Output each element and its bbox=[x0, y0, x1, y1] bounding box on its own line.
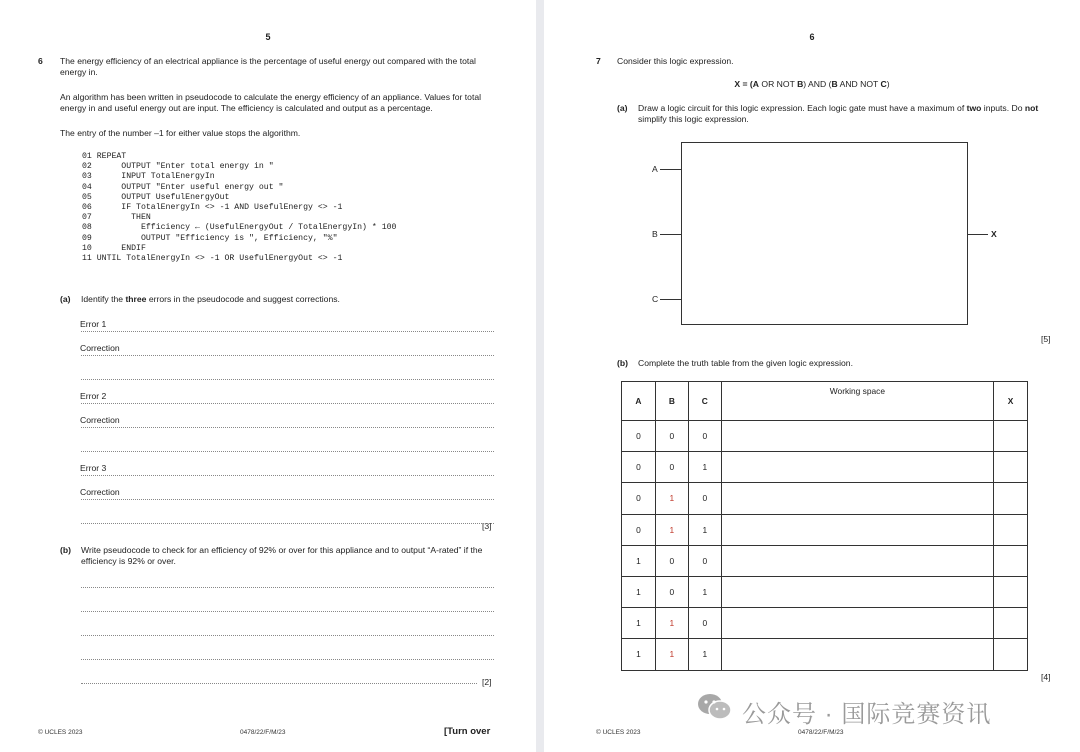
answer-label: Correction bbox=[80, 343, 120, 353]
input-wire-c bbox=[660, 299, 681, 300]
table-cell: 1 bbox=[622, 639, 656, 670]
code-line: 05 OUTPUT UsefulEnergyOut bbox=[82, 192, 230, 202]
truth-table bbox=[621, 381, 1028, 671]
question-number-6: 6 bbox=[38, 56, 43, 66]
working-space-cell[interactable] bbox=[721, 514, 993, 545]
answer-label: Correction bbox=[80, 487, 120, 497]
answer-label: Error 1 bbox=[80, 319, 107, 329]
code-line: 06 IF TotalEnergyIn <> -1 AND UsefulEnergy <> -1 bbox=[82, 203, 343, 213]
marks-b: [4] bbox=[1041, 672, 1051, 682]
output-x-cell[interactable] bbox=[994, 639, 1028, 670]
part-b-label: (b) bbox=[617, 358, 628, 368]
output-x-cell[interactable] bbox=[994, 576, 1028, 607]
table-cell: 1 bbox=[688, 452, 721, 483]
footer-copyright: © UCLES 2023 bbox=[596, 729, 641, 736]
table-cell: 1 bbox=[688, 639, 721, 670]
footer-copyright: © UCLES 2023 bbox=[38, 729, 83, 736]
part-a-label: (a) bbox=[617, 103, 628, 113]
table-cell: 0 bbox=[655, 576, 688, 607]
page-number: 6 bbox=[809, 32, 815, 42]
table-row bbox=[622, 608, 1028, 639]
output-x-cell[interactable] bbox=[994, 483, 1028, 514]
answer-line[interactable] bbox=[81, 451, 494, 452]
answer-line[interactable] bbox=[81, 331, 494, 332]
code-line: 09 OUTPUT "Efficiency is ", Efficiency, "%" bbox=[82, 233, 338, 243]
answer-line[interactable] bbox=[81, 403, 494, 404]
output-label-x: X bbox=[991, 229, 997, 239]
answer-label: Error 2 bbox=[80, 391, 107, 401]
input-wire-b bbox=[660, 234, 681, 235]
table-cell: 1 bbox=[655, 514, 688, 545]
marks-a: [5] bbox=[1041, 334, 1051, 344]
answer-line[interactable] bbox=[81, 587, 494, 588]
marks-b: [2] bbox=[482, 677, 492, 687]
header-c: C bbox=[688, 382, 721, 421]
q6-paragraph-1: An algorithm has been written in pseudocode to calculate the energy efficiency of an appliance. Values for total energy in and useful energy out are input. The efficiency is calculated and output as a percentage. bbox=[60, 92, 482, 113]
output-x-cell[interactable] bbox=[994, 421, 1028, 452]
input-wire-a bbox=[660, 169, 681, 170]
table-cell: 1 bbox=[655, 639, 688, 670]
table-cell: 0 bbox=[655, 452, 688, 483]
header-a: A bbox=[622, 382, 656, 421]
answer-line[interactable] bbox=[81, 499, 494, 500]
table-cell: 0 bbox=[688, 483, 721, 514]
answer-line[interactable] bbox=[81, 355, 494, 356]
answer-line[interactable] bbox=[81, 659, 494, 660]
part-a-instruction: Draw a logic circuit for this logic expression. Each logic gate must have a maximum of two inputs. Do not simplify this logic expression. bbox=[638, 103, 1039, 124]
code-line: 08 Efficiency ← (UsefulEnergyOut / TotalEnergyIn) * 100 bbox=[82, 223, 397, 233]
code-line: 07 THEN bbox=[82, 213, 151, 223]
working-space-cell[interactable] bbox=[721, 452, 993, 483]
table-cell: 1 bbox=[622, 545, 656, 576]
input-label-c: C bbox=[652, 294, 659, 304]
table-cell: 1 bbox=[688, 576, 721, 607]
answer-label: Correction bbox=[80, 415, 120, 425]
page-number: 5 bbox=[265, 32, 271, 42]
code-line: 04 OUTPUT "Enter useful energy out " bbox=[82, 182, 284, 192]
answer-line[interactable] bbox=[81, 635, 494, 636]
table-cell: 0 bbox=[655, 545, 688, 576]
code-line: 03 INPUT TotalEnergyIn bbox=[82, 172, 215, 182]
table-cell: 1 bbox=[622, 608, 656, 639]
code-line: 01 REPEAT bbox=[82, 152, 127, 161]
wechat-icon bbox=[696, 692, 734, 722]
table-row bbox=[622, 483, 1028, 514]
part-b-label: (b) bbox=[60, 545, 71, 555]
table-row bbox=[622, 452, 1028, 483]
table-cell: 0 bbox=[655, 421, 688, 452]
working-space-cell[interactable] bbox=[721, 608, 993, 639]
table-cell: 0 bbox=[622, 483, 656, 514]
answer-line[interactable] bbox=[81, 611, 494, 612]
code-line: 10 ENDIF bbox=[82, 243, 146, 253]
circuit-drawing-box[interactable] bbox=[681, 142, 968, 325]
answer-line[interactable] bbox=[81, 379, 494, 380]
answer-label: Error 3 bbox=[80, 463, 107, 473]
q6-intro: The energy efficiency of an electrical appliance is the percentage of useful energy out compared with the total energy in. bbox=[60, 56, 476, 77]
table-cell: 0 bbox=[688, 421, 721, 452]
part-b-instruction: Write pseudocode to check for an efficiency of 92% or over for this appliance and to output “A-rated” if the efficiency is 92% or over. bbox=[81, 545, 483, 566]
question-number-7: 7 bbox=[596, 56, 601, 66]
working-space-cell[interactable] bbox=[721, 545, 993, 576]
table-cell: 0 bbox=[622, 514, 656, 545]
page-5 bbox=[0, 0, 536, 752]
header-x: X bbox=[994, 382, 1028, 421]
working-space-cell[interactable] bbox=[721, 421, 993, 452]
marks-a: [3] bbox=[482, 521, 492, 531]
table-cell: 1 bbox=[622, 576, 656, 607]
q6-paragraph-2: The entry of the number –1 for either value stops the algorithm. bbox=[60, 128, 301, 138]
header-working-space: Working space bbox=[721, 382, 993, 421]
input-label-a: A bbox=[652, 164, 658, 174]
table-row bbox=[622, 639, 1028, 670]
answer-line[interactable] bbox=[81, 523, 494, 524]
output-x-cell[interactable] bbox=[994, 452, 1028, 483]
header-b: B bbox=[655, 382, 688, 421]
table-row bbox=[622, 421, 1028, 452]
q7-intro: Consider this logic expression. bbox=[617, 56, 734, 66]
part-b-instruction: Complete the truth table from the given logic expression. bbox=[638, 358, 853, 368]
table-cell: 0 bbox=[622, 452, 656, 483]
answer-line[interactable] bbox=[81, 683, 477, 684]
code-line: 11 UNTIL TotalEnergyIn <> -1 OR UsefulEnergyOut <> -1 bbox=[82, 254, 343, 264]
pseudocode-block bbox=[82, 152, 396, 264]
answer-line[interactable] bbox=[81, 475, 494, 476]
table-row bbox=[622, 576, 1028, 607]
table-cell: 0 bbox=[622, 421, 656, 452]
output-x-cell[interactable] bbox=[994, 608, 1028, 639]
answer-line[interactable] bbox=[81, 427, 494, 428]
output-x-cell[interactable] bbox=[994, 514, 1028, 545]
turn-over: [Turn over bbox=[444, 726, 491, 737]
page-6 bbox=[544, 0, 1080, 752]
table-cell: 0 bbox=[688, 545, 721, 576]
watermark-text: 公众号 · 国际竞赛资讯 bbox=[742, 701, 992, 728]
table-cell: 1 bbox=[655, 608, 688, 639]
working-space-cell[interactable] bbox=[721, 576, 993, 607]
part-a-label: (a) bbox=[60, 294, 71, 304]
table-cell: 1 bbox=[688, 514, 721, 545]
working-space-cell[interactable] bbox=[721, 639, 993, 670]
footer-code: 0478/22/F/M/23 bbox=[798, 729, 844, 736]
table-cell: 0 bbox=[688, 608, 721, 639]
table-cell: 1 bbox=[655, 483, 688, 514]
output-x-cell[interactable] bbox=[994, 545, 1028, 576]
working-space-cell[interactable] bbox=[721, 483, 993, 514]
table-row bbox=[622, 514, 1028, 545]
input-label-b: B bbox=[652, 229, 658, 239]
part-a-instruction: Identify the three errors in the pseudocode and suggest corrections. bbox=[81, 294, 340, 304]
output-wire-x bbox=[968, 234, 988, 235]
table-row bbox=[622, 545, 1028, 576]
logic-expression: X = (A OR NOT B) AND (B AND NOT C) bbox=[734, 79, 890, 89]
code-line: 02 OUTPUT "Enter total energy in " bbox=[82, 162, 274, 172]
footer-code: 0478/22/F/M/23 bbox=[240, 729, 286, 736]
